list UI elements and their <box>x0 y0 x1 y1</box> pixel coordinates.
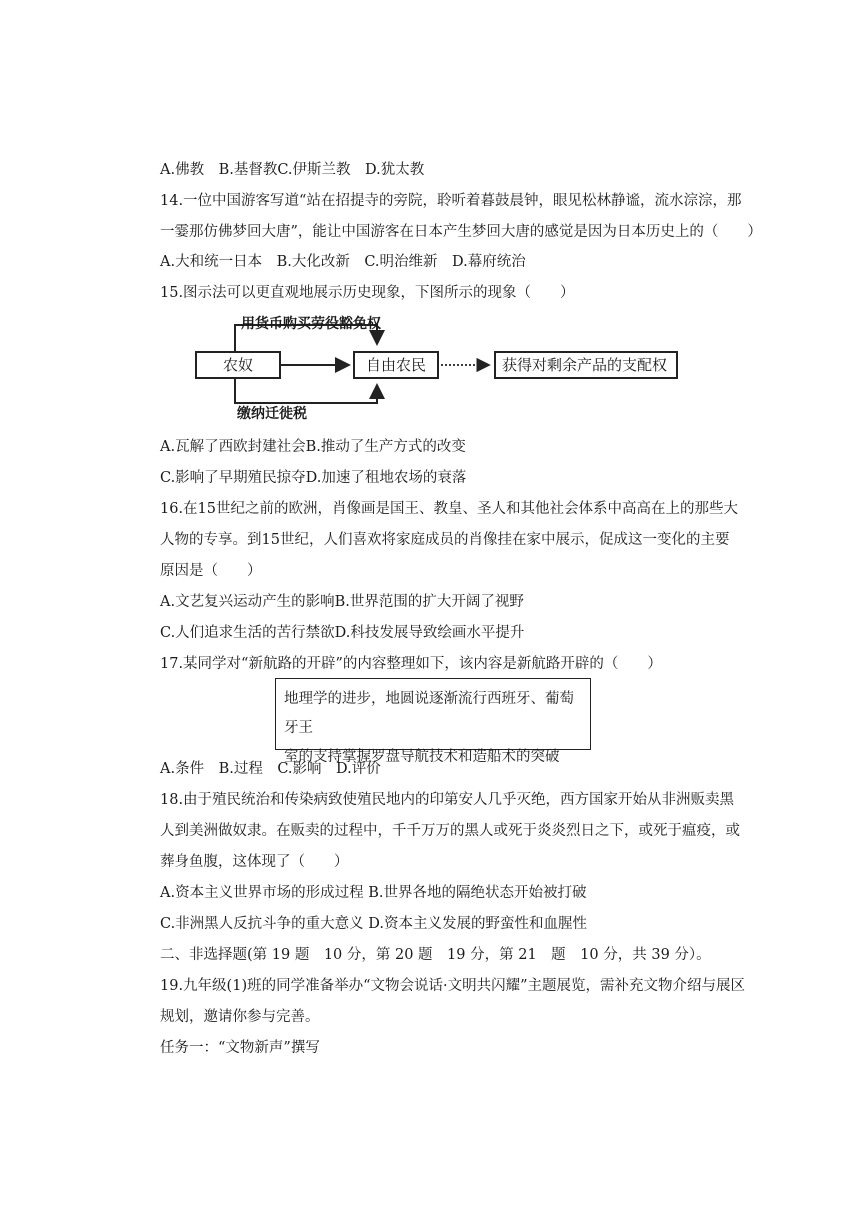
q16-stem-line3: 原因是（ ） <box>160 563 262 579</box>
q13-options: A.佛教 B.基督教C.伊斯兰教 D.犹太教 <box>160 162 425 178</box>
q14-options: A.大和统一日本 B.大化改新 C.明治维新 D.幕府统治 <box>160 254 526 270</box>
section-two-heading: 二、非选择题(第 19 题 10 分，第 20 题 19 分，第 21 题 10 分，共 39 分）。 <box>160 947 711 963</box>
q16-options-ab: A.文艺复兴运动产生的影响B.世界范围的扩大开阔了视野 <box>160 594 524 610</box>
q18-stem-line3: 葬身鱼腹，这体现了（ ） <box>160 854 349 870</box>
q15-options-ab: A.瓦解了西欧封建社会B.推动了生产方式的改变 <box>160 439 466 455</box>
q15-stem: 15.图示法可以更直观地展示历史现象，下图所示的现象（ ） <box>160 285 575 301</box>
q19-stem-line1: 19.九年级(1)班的同学准备举办“文物会说话·文明共闪耀”主题展览，需补充文物介绍与展区 <box>160 978 746 994</box>
bottom-label: 缴纳迁徙税 <box>237 406 307 422</box>
free-peasant-box: 自由农民 <box>353 351 439 379</box>
task-one-heading: 任务一：“文物新声”撰写 <box>160 1040 320 1056</box>
q17-options: A.条件 B.过程 C.影响 D.评价 <box>160 761 381 777</box>
q19-stem-line2: 规划，邀请你参与完善。 <box>160 1009 320 1025</box>
q18-options-ab: A.资本主义世界市场的形成过程 B.世界各地的隔绝状态开始被打破 <box>160 885 587 901</box>
q17-stem: 17.某同学对“新航路的开辟”的内容整理如下，该内容是新航路开辟的（ ） <box>160 656 662 672</box>
q16-stem-line2: 人物的专享。到15世纪，人们喜欢将家庭成员的肖像挂在家中展示，促成这一变化的主要 <box>160 532 730 548</box>
q17-material-box <box>275 678 591 765</box>
q16-options-cd: C.人们追求生活的苦行禁欲D.科技发展导致绘画水平提升 <box>160 625 525 641</box>
q18-options-cd: C.非洲黑人反抗斗争的重大意义 D.资本主义发展的野蛮性和血腥性 <box>160 916 588 932</box>
material-line2: 室的支持掌握罗盘导航技术和造船术的突破 <box>284 749 560 765</box>
serf-diagram <box>185 315 685 425</box>
top-label: 用货币购买劳役豁免权 <box>241 316 381 332</box>
result-box: 获得对剩余产品的支配权 <box>494 351 678 379</box>
q14-stem-line1: 14.一位中国游客写道“站在招提寺的旁院，聆听着暮鼓晨钟，眼见松林静谧，流水淙淙，那 <box>160 193 742 209</box>
q16-stem-line1: 16.在15世纪之前的欧洲，肖像画是国王、教皇、圣人和其他社会体系中高高在上的那些大 <box>160 501 739 517</box>
material-line1: 地理学的进步，地圆说逐渐流行西班牙、葡萄牙王 <box>284 691 574 736</box>
q15-options-cd: C.影响了早期殖民掠夺D.加速了租地农场的衰落 <box>160 470 467 486</box>
serf-box: 农奴 <box>195 351 281 379</box>
q18-stem-line2: 人到美洲做奴隶。在贩卖的过程中，千千万万的黑人或死于炎炎烈日之下，或死于瘟疫，或 <box>160 823 740 839</box>
q18-stem-line1: 18.由于殖民统治和传染病致使殖民地内的印第安人几乎灭绝，西方国家开始从非洲贩卖黑 <box>160 792 735 808</box>
q14-stem-line2: 一霎那仿佛梦回大唐”，能让中国游客在日本产生梦回大唐的感觉是因为日本历史上的（ ） <box>160 224 762 240</box>
